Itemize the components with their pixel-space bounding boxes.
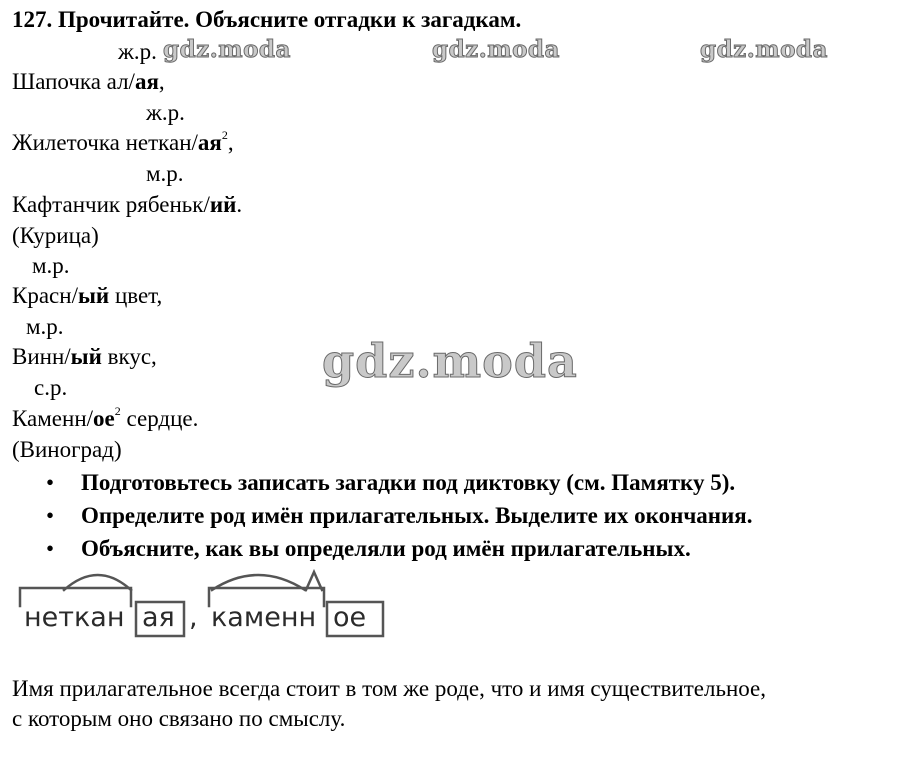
riddle-stem: Винн/ [12, 344, 71, 369]
adjective-ending: ий [209, 192, 237, 217]
riddle-stem: Жилеточка неткан/ [12, 130, 198, 155]
task-item [40, 466, 753, 499]
riddle-answer: (Курица) [12, 223, 99, 248]
riddle-line: Красн/ый цвет, [12, 283, 163, 308]
task-list [40, 466, 753, 565]
bullet-icon: • [46, 503, 55, 528]
footnote-mark: 2 [114, 404, 121, 418]
adjective-ending: ая [134, 69, 159, 94]
riddle-line: Винн/ый вкус, [12, 344, 157, 369]
gender-label: ж.р. [118, 39, 157, 64]
task-text: Подготовьтесь записать загадки под диктовку (см. Памятку 5). [81, 470, 736, 495]
gender-label: ж.р. [146, 100, 185, 125]
conclusion-line: Имя прилагательное всегда стоит в том же роде, что и имя существительное, [12, 676, 766, 701]
scheme-word-ending: ая [142, 602, 175, 633]
riddle-stem: Кафтанчик рябеньк/ [12, 192, 210, 217]
adjective-ending: ый [77, 283, 110, 308]
footnote-mark: 2 [221, 128, 228, 142]
task-text: Определите род имён прилагательных. Выделите их окончания. [81, 503, 753, 528]
gender-label: м.р. [32, 253, 70, 278]
exercise-title: 127. Прочитайте. Объясните отгадки к загадкам. [12, 7, 522, 32]
scheme-comma: , [189, 602, 198, 633]
conclusion-text [12, 674, 892, 734]
bullet-icon: • [46, 470, 55, 495]
gender-label: м.р. [26, 314, 64, 339]
adjective-ending: ое [93, 406, 115, 431]
riddle-line: Шапочка ал/ая, [12, 69, 165, 94]
riddle-line: Кафтанчик рябеньк/ий. [12, 192, 243, 217]
watermark-2: gdz.moda [432, 36, 560, 63]
riddle-answer: (Виноград) [12, 437, 122, 462]
riddle-stem: Шапочка ал/ [12, 69, 135, 94]
task-item [40, 499, 753, 532]
morpheme-scheme [0, 560, 420, 660]
task-text: Объясните, как вы определяли род имён прилагательных. [81, 536, 691, 561]
gender-label: с.р. [34, 375, 68, 400]
adjective-ending: ый [70, 344, 102, 369]
riddle-line: Жилеточка неткан/$ая^2$, [12, 128, 234, 155]
conclusion-line: с которым оно связано по смыслу. [12, 706, 346, 731]
riddle-stem: Каменн/ [12, 406, 94, 431]
gender-label: м.р. [146, 161, 184, 186]
watermark-3: gdz.moda [700, 36, 828, 63]
watermark-large: gdz.moda [322, 334, 578, 388]
scheme-word-stem: каменн [211, 602, 317, 633]
bullet-icon: • [46, 536, 55, 561]
scheme-word-ending: ое [333, 602, 367, 633]
adjective-ending: ая [197, 130, 222, 155]
riddle-stem: Красн/ [12, 283, 78, 308]
watermark-1: gdz.moda [163, 36, 291, 63]
scheme-word-stem: неткан [24, 602, 125, 633]
riddle-line: Каменн/$ое^2$ сердце. [12, 404, 199, 431]
